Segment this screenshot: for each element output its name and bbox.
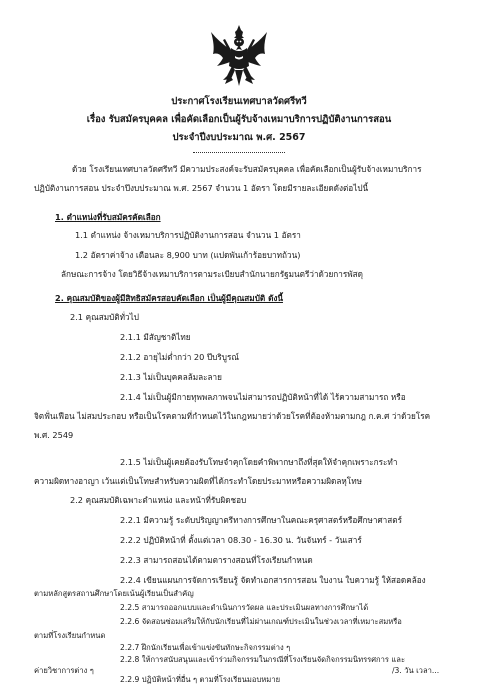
section-heading: 2. คุณสมบัติของผู้มีสิทธิสมัครสอบคัดเลือก เป็นผู้มีคุณสมบัติ ดังนี้ (55, 293, 283, 303)
section-line: 2.2.8 ให้การสนับสนุนและเข้าร่วมกิจกรรมในกรณีที่โรงเรียนจัดกิจกรรมนิทรรศการ และ (120, 655, 406, 664)
section-line: ตามหลักสูตรสถานศึกษาโดยเน้นผู้เรียนเป็นสำคัญ (34, 589, 194, 598)
section-line: ความผิดทางอาญา เว้นแต่เป็นโทษสำหรับความผิดที่ได้กระทำโดยประมาทหรือความผิดลหุโทษ (34, 476, 362, 486)
section-line: ตามที่โรงเรียนกำหนด (34, 631, 106, 640)
section-line: 2.2 คุณสมบัติเฉพาะตำแหน่ง และหน้าที่รับผิดชอบ (70, 495, 247, 505)
section-line: 2.2.5 สามารถออกแบบและดำเนินการวัดผล และประเมินผลทางการศึกษาได้ (120, 603, 369, 612)
title-divider (193, 152, 285, 153)
section-line: 2.2.3 สามารถสอนได้ตามตารางสอนที่โรงเรียนกำหนด (120, 555, 313, 565)
section-line: พ.ศ. 2549 (34, 430, 74, 440)
intro-line: ปฏิบัติงานการสอน ประจำปีงบประมาณ พ.ศ. 2567 จำนวน 1 อัตรา โดยมีรายละเอียดดังต่อไปนี้ (34, 183, 369, 193)
section-line: จิตฟั่นเฟือน ไม่สมประกอบ หรือเป็นโรคตามที่กำหนดไว้ในกฎหมายว่าด้วยโรคที่ต้องห้ามตามกฎ ก.ค.ศ ว่าด้วยโรค (34, 411, 431, 421)
section-line: 2.1.3 ไม่เป็นบุคคลล้มละลาย (120, 372, 222, 382)
section-line: 1.2 อัตราค่าจ้าง เดือนละ 8,900 บาท (แปดพันเก้าร้อยบาทถ้วน) (75, 250, 301, 260)
fiscal-year: ประจำปีงบประมาณ พ.ศ. 2567 (172, 132, 306, 143)
section-line: 2.2.9 ปฏิบัติหน้าที่อื่น ๆ ตามที่โรงเรียนมอบหมาย (120, 675, 281, 684)
intro-line: ด้วย โรงเรียนเทศบาลวัดศรีทวี มีความประสงค์จะรับสมัครบุคคล เพื่อคัดเลือกเป็นผู้รับจ้างเหมาบริการ (72, 164, 422, 174)
announcement-subject: เรื่อง รับสมัครบุคคล เพื่อคัดเลือกเป็นผู้รับจ้างเหมาบริการปฏิบัติงานการสอน (86, 114, 392, 125)
section-line: 2.2.7 ฝึกนักเรียนเพื่อเข้าแข่งขันทักษะกิจกรรมต่าง ๆ (120, 643, 291, 652)
section-line: 2.1 คุณสมบัติทั่วไป (70, 312, 139, 322)
section-line: ค่ายวิชาการต่าง ๆ (34, 666, 94, 675)
announcement-title: ประกาศโรงเรียนเทศบาลวัดศรีทวี (171, 96, 307, 107)
section-line: ลักษณะการจ้าง โดยวิธีจ้างเหมาบริการตามระเบียบสำนักนายกรัฐมนตรีว่าด้วยการพัสดุ (61, 269, 363, 279)
section-line: 2.1.5 ไม่เป็นผู้เคยต้องรับโทษจำคุกโดยคำพิพากษาถึงที่สุดให้จำคุกเพราะกระทำ (120, 457, 398, 467)
section-line: 2.2.6 จัดสอนซ่อมเสริมให้กับนักเรียนที่ไม่ผ่านเกณฑ์ประเมินในช่วงเวลาที่เหมาะสมหรือ (120, 617, 402, 626)
section-line: 1.1 ตำแหน่ง จ้างเหมาบริการปฏิบัติงานการสอน จำนวน 1 อัตรา (75, 230, 301, 240)
section-line: 2.1.4 ไม่เป็นผู้มีกายทุพพลภาพจนไม่สามารถปฏิบัติหน้าที่ได้ ไร้ความสามารถ หรือ (120, 392, 406, 402)
garuda-emblem-icon (209, 24, 269, 88)
section-line: 2.1.2 อายุไม่ต่ำกว่า 20 ปีบริบูรณ์ (120, 352, 239, 362)
section-line: 2.2.4 เขียนแผนการจัดการเรียนรู้ จัดทำเอกสารการสอน ใบงาน ใบความรู้ ให้สอดคล้อง (120, 575, 426, 585)
section-line: 2.2.2 ปฏิบัติหน้าที่ ตั้งแต่เวลา 08.30 - 16.30 น. วันจันทร์ - วันเสาร์ (120, 535, 362, 545)
section-heading: 1. ตำแหน่งที่รับสมัครคัดเลือก (55, 212, 161, 222)
section-line: 2.2.1 มีความรู้ ระดับปริญญาตรีทางการศึกษาในคณะครุศาสตร์หรือศึกษาศาสตร์ (120, 515, 402, 525)
section-line: 2.1.1 มีสัญชาติไทย (120, 332, 191, 342)
page-continuation: /3. วัน เวลา... (392, 666, 440, 675)
